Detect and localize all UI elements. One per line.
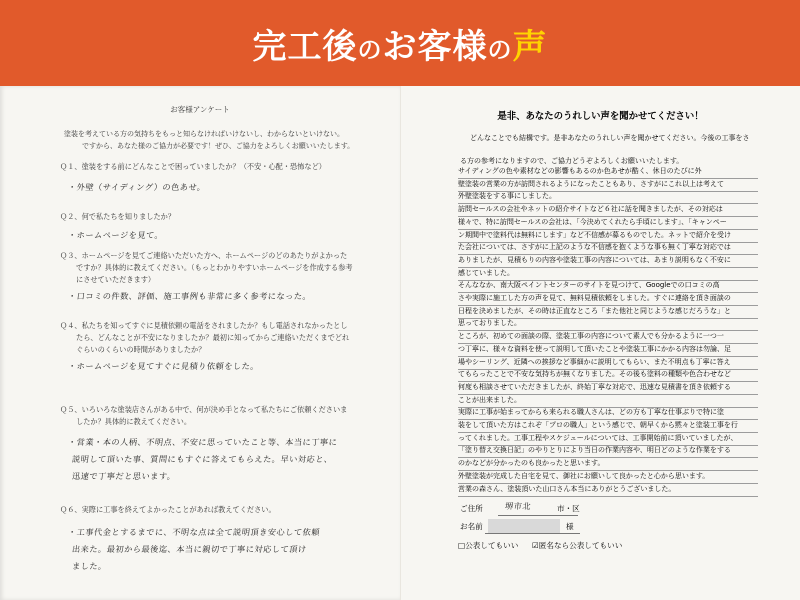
testimonial-line: 装をして頂いた方はこれぞ「プロの職人」という感じで、朝早くから黙々と塗装工事を行 [458,421,738,429]
banner-title [253,19,548,68]
question-2: Ｑ２、何で私たちを知りましたか？ [60,212,176,221]
sheet-heading: お客様アンケート [170,105,230,114]
question-4-line-3: ぐらいのくらいの時間がありましたか？ [76,345,206,354]
testimonial-line: そんななか、南大阪ペイントセンターのサイトを見つけて、Googleでの口コミの高 [458,281,720,290]
title-particle-2: の [487,35,513,64]
questionnaire-sheet-left [0,86,400,600]
testimonial-line: 外壁塗装をする事にしました。 [458,192,556,201]
title-part2: お客様 [382,26,488,67]
testimonial-line: ありましたが、見積もりの内容や塗装工事の内容については、あまり説明もなく不安に [458,255,731,264]
intro-line-2: ですから、あなた様のご協力が必要です！ぜひ、ご協力をよろしくお願いいたします。 [82,142,355,150]
name-label: お名前 [460,522,483,531]
answer-3: ・口コミの件数、評価、施工事例も非常に多く参考になった。 [67,291,312,301]
testimonial-line: さや実際に施工した方の声を見て、無料見積依頼をしました。すぐに連絡を頂き面談の [458,294,731,302]
testimonial-line: 場やシーリング、近隣への挨拶など事細かに説明してもらい、また不明点も丁寧に答え [458,357,731,366]
testimonial-title: 是非、あなたのうれしい声を聞かせてください！ [497,111,704,122]
question-3-line-3: にさせていただきます） [76,275,156,284]
testimonial-line: た会社については、さすがに上記のような不信感を抱くような事も無く丁寧な対応では [458,243,731,252]
lead-line-1: どんなことでも結構です。是非あなたのうれしい声を聞かせてください。今後の工事をさ [470,134,750,142]
address-value: 堺市北 [504,501,532,511]
testimonial-line: 思っておりました。 [458,319,521,328]
header-banner [0,0,800,86]
testimonial-line: 壁塗装の営業の方が訪問されるようになったこともあり、さすがにこれ以上は考えて [458,179,724,188]
redacted-name [488,519,560,533]
testimonial-line: ン期間中で塗料代は無料にします」など不信感が募るものでした。ネットで紹介を受け [458,230,731,239]
answer-4: ・ホームページを見てすぐに見積り依頼をした。 [67,361,260,371]
answer-6-line-2: 出来た。最初から最後迄、本当に親切で丁寧に対応して頂け [71,544,308,554]
ruled-line [458,496,758,497]
testimonial-line: 何度も相談させていただきましたが、終始丁寧な対応で、迅速な見積書を頂き依頼する [458,382,731,391]
name-underline [485,533,580,534]
testimonial-line: ことが出来ました。 [458,395,521,404]
title-part1: 完工後 [252,26,358,67]
address-city: 市・区 [557,504,580,513]
answer-5-line-3: 迅速で丁寧だと思います。 [71,471,177,481]
option-public: □公表してもいい [458,541,519,550]
question-5-line-1: Ｑ５、いろいろな塗装店さんがある中で、何が決め手となって私たちにご依頼くださいま [60,405,348,414]
answer-2: ・ホームページを見て。 [67,230,164,240]
question-4-line-2: たら、どんなことが不安になりましたか？最初に知ってからご連絡いただくまでどれ [76,333,350,342]
testimonial-line: 感じていました。 [458,268,514,277]
lead-line-2: る方の参考になりますので、ご協力どうぞよろしくお願いいたします。 [460,157,684,165]
testimonial-line: 「塗り替え交換日記」のやりとりにより当日の作業内容や、明日どのような作業をする [458,446,731,455]
question-1: Ｑ１、塗装をする前にどんなことで困っていましたか？（不安・心配・恐怖など） [60,162,326,171]
testimonial-line: つ丁寧に、様々な資料を使って説明して頂いたことや塗装工事にかかる内容は勿論、足 [458,344,731,353]
testimonial-line: 実際に工事が始まってからも来られる職人さんは、どの方も丁寧な仕事ぶりで特に塗 [458,408,724,417]
testimonial-line: ってくれました。工事工程やスケジュールについては、工事開始前に頂いていましたが、 [458,433,738,442]
answer-6-line-3: ました。 [71,561,108,571]
answer-1: ・外壁（サイディング）の色あせ。 [67,182,207,192]
address-label: ご住所 [460,504,483,513]
name-suffix: 様 [566,522,574,531]
answer-6-line-1: ・工事代金とするまでに、不明な点は全て説明頂き安心して依頼 [67,527,321,537]
testimonial-line: 様々で、特に訪問セールスの会社は、「今決めてくれたら手頃にします」、「キャンペー [458,217,727,226]
testimonial-line: 外壁塗装が完成した自宅を見て、御社にお願いして良かったと心から思います。 [458,471,710,480]
question-4-line-1: Ｑ４、私たちを知ってすぐに見積依頼の電話をされましたか？もし電話されなかったとし [60,321,348,330]
answer-5-line-1: ・営業・本の人柄、不明点、不安に思っていたこと等、本当に丁寧に [67,437,338,447]
intro-line-1: 塗装を考えている方の気持ちをもっと知らなければいけないし、わからないといけない。 [64,130,344,138]
question-3-line-2: ですか？具体的に教えてください。（もっとわかりやすいホームページを作成する参考 [76,263,353,272]
address-underline [498,515,578,516]
question-3-line-1: Ｑ３、ホームページを見てご連絡いただいた方へ、ホームページのどのあたりがよかった [60,251,348,260]
title-accent: 声 [512,26,548,67]
answer-5-line-2: 説明して頂いた事、質問にもすぐに答えてもらえた。早い対応と、 [71,454,334,464]
testimonial-line: 営業の森さん、塗装頂いた山口さん本当にありがとうございました。 [458,484,676,493]
option-anonymous: ☑匿名なら公表してもいい [532,541,623,550]
testimonial-line: サイディングの色や素材などの影響もあるのか色あせが酷く、休日のたびに外 [458,167,702,175]
question-6: Ｑ６、実際に工事を終えてよかったことがあれば教えてください。 [60,505,276,514]
testimonial-line: のかなどが分かったのも良かったと思います。 [458,459,605,468]
testimonial-line: 訪問セールスの会社やネットの紹介サイトなど６社に話を聞きましたが、その対応は [458,205,723,214]
testimonial-line: てもらったことで不安な気持ちが無くなりました。その後も塗料の種類や色合わせなど [458,370,731,379]
question-5-line-2: したか？具体的に教えてください。 [76,417,192,426]
testimonial-line: 日程を決めましたが、その時は正直なところ「また他社と同じような感じだろうな」と [458,306,731,315]
testimonial-line: ところが、初めての面談の際、塗装工事の内容について素人でも分かるように一つ一 [458,332,724,341]
title-particle-1: の [357,35,383,64]
